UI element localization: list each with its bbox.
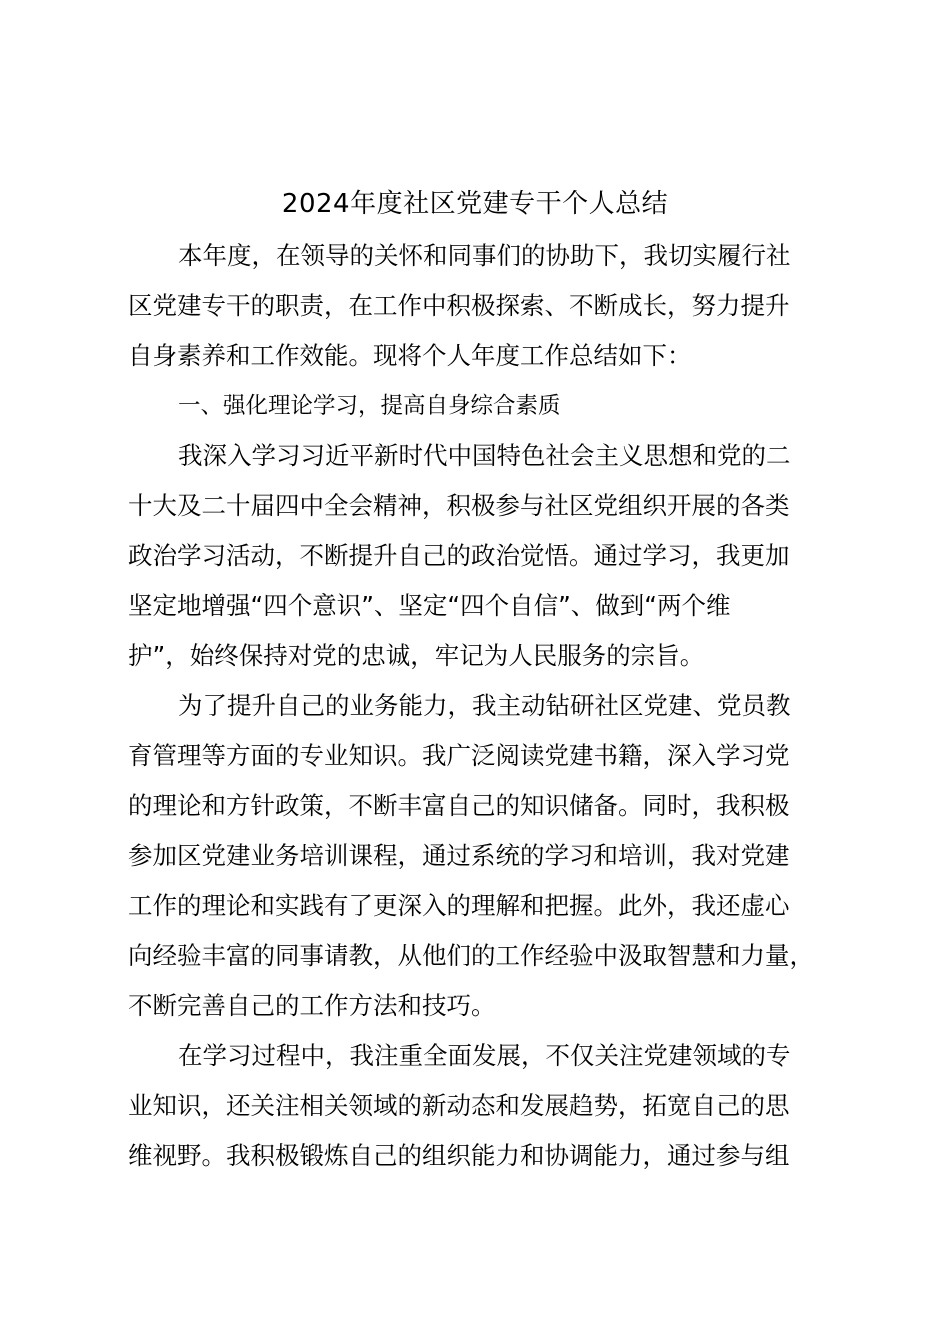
- text-line: 业知识，还关注相关领域的新动态和发展趋势，拓宽自己的思: [128, 1091, 790, 1120]
- text-line: 向经验丰富的同事请教，从他们的工作经验中汲取智慧和力量，: [128, 941, 814, 970]
- text-line: 护”，始终保持对党的忠诚，牢记为人民服务的宗旨。: [128, 641, 705, 670]
- text-line: 维视野。我积极锻炼自己的组织能力和协调能力，通过参与组: [128, 1141, 790, 1170]
- text-line: 十大及二十届四中全会精神，积极参与社区党组织开展的各类: [128, 491, 790, 520]
- text-line: 我深入学习习近平新时代中国特色社会主义思想和党的二: [178, 441, 791, 470]
- text-line: 育管理等方面的专业知识。我广泛阅读党建书籍，深入学习党: [128, 741, 790, 770]
- text-line: 不断完善自己的工作方法和技巧。: [128, 991, 496, 1020]
- text-line: 参加区党建业务培训课程，通过系统的学习和培训，我对党建: [128, 841, 790, 870]
- text-line: 的理论和方针政策，不断丰富自己的知识储备。同时，我积极: [128, 791, 790, 820]
- text-line: 自身素养和工作效能。现将个人年度工作总结如下：: [128, 341, 692, 370]
- text-line: 坚定地增强“四个意识”、坚定“四个自信”、做到“两个维: [128, 591, 731, 620]
- text-line: 本年度，在领导的关怀和同事们的协助下，我切实履行社: [178, 241, 791, 270]
- text-line: 工作的理论和实践有了更深入的理解和把握。此外，我还虚心: [128, 891, 790, 920]
- text-line: 区党建专干的职责，在工作中积极探索、不断成长，努力提升: [128, 291, 790, 320]
- text-line: 政治学习活动，不断提升自己的政治觉悟。通过学习，我更加: [128, 541, 790, 570]
- text-line: 为了提升自己的业务能力，我主动钻研社区党建、党员教: [178, 691, 791, 720]
- text-line: 在学习过程中，我注重全面发展，不仅关注党建领域的专: [178, 1041, 791, 1070]
- section-heading: 一、强化理论学习，提高自身综合素质: [178, 393, 561, 419]
- document-title: 2024年度社区党建专干个人总结: [281, 189, 669, 219]
